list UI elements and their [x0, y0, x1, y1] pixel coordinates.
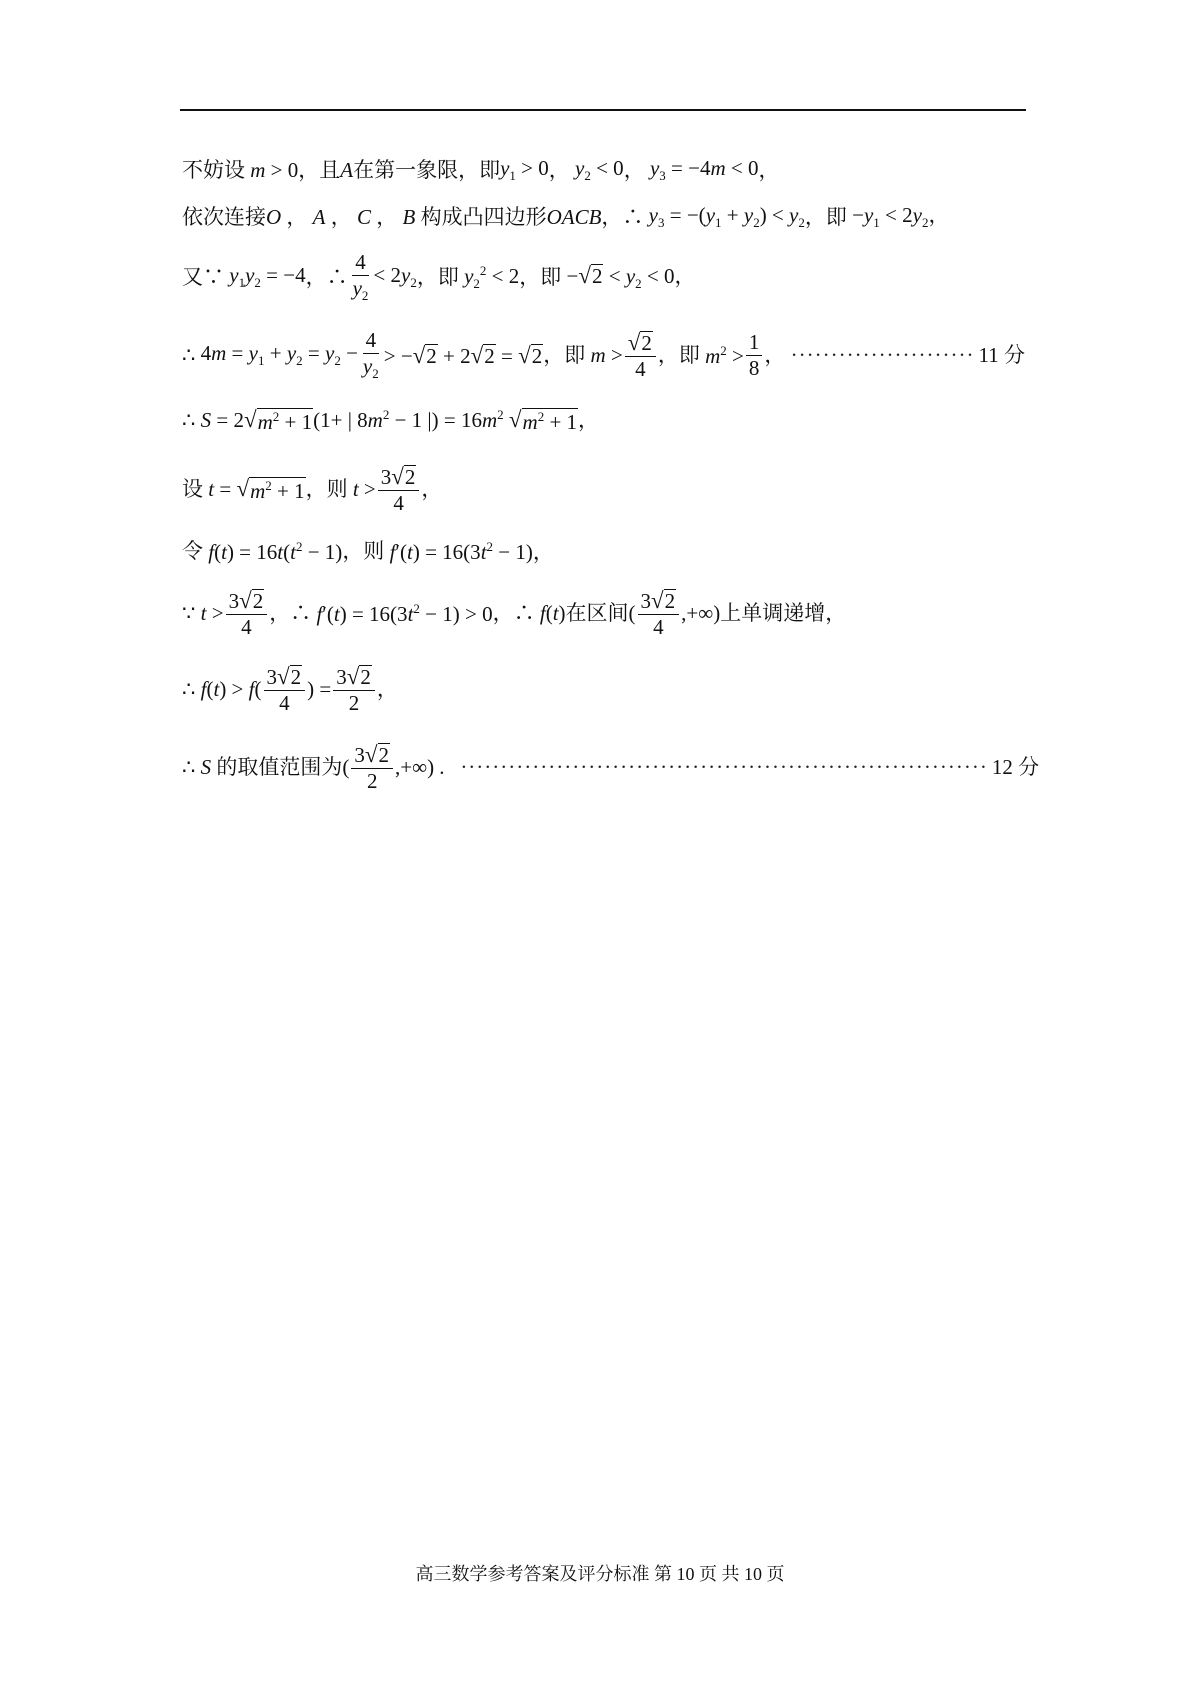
score-leader: ·································································· [460, 755, 988, 779]
math: ， [376, 677, 398, 701]
text: 上单调递增， [720, 601, 847, 625]
math: m > [590, 342, 623, 367]
math: ) = [307, 677, 332, 701]
text: ∵ [182, 601, 196, 625]
text: ，则 [305, 477, 348, 501]
text: ， [758, 157, 780, 182]
solution-line-6 [182, 465, 442, 514]
math: $y_3 = -(y_1 + y_2) < y_2$ [648, 203, 805, 231]
math: ,+∞) . [395, 755, 461, 779]
math: $f'(t) = 16(3t^2 - 1)$， [389, 539, 554, 564]
text: ，即 [657, 342, 700, 367]
text: ∴ [182, 342, 196, 367]
math: t > [352, 477, 376, 501]
text: 令 [182, 539, 203, 563]
text: 构成凸四边形 [420, 204, 547, 229]
math: f(t) [539, 601, 566, 625]
text: ， [623, 157, 645, 182]
solution-line-1 [182, 158, 779, 182]
math: $-y_1 < 2y_2$， [846, 203, 950, 231]
math: ( [342, 755, 350, 779]
math: A [340, 157, 354, 182]
text: 设 [182, 477, 203, 501]
fraction: 3 √ 2 4 [638, 589, 680, 638]
math: ,+∞) [681, 601, 721, 625]
text: ∴ [182, 677, 196, 701]
math: $4m = y_1 + y_2 = y_2$ − [195, 341, 358, 369]
math: $y_2^2 < 2$ [464, 263, 520, 292]
math: t > [200, 601, 224, 625]
math: S = 2 √ $m^2 + 1$ (1+ | $8m^2 - 1$ |) = $16m^2$ √ $m^2 + 1$ ， [200, 407, 600, 434]
math: t = √ $m^2 + 1$ [208, 476, 305, 503]
math: $y_1 > 0$ [500, 156, 549, 184]
text: ， [548, 157, 570, 182]
text: 又∵ [182, 264, 224, 289]
text: 依次连接 [182, 204, 266, 229]
fraction: 3 √ 2 4 [226, 589, 268, 638]
solution-line-9 [182, 665, 398, 714]
fraction: 3 √ 2 4 [264, 665, 306, 714]
solution-line-10 [182, 743, 1039, 792]
math: > − √ 2 + 2 √ 2 = √ 2 [383, 342, 543, 368]
math: O ， A ， C ， B [266, 204, 416, 229]
text: 不妨设 [182, 157, 245, 182]
math: $y_3 = -4m < 0$ [649, 156, 759, 184]
math: $m^2$ > [705, 342, 744, 368]
fraction: 3 √ 2 2 [351, 743, 393, 792]
fraction: $\frac{1}{8}$ [746, 332, 763, 379]
math: < $2y_2$ [373, 263, 417, 291]
solution-line-7 [182, 540, 554, 563]
math: − √ 2 < $y_2 < 0$， [561, 263, 696, 292]
solution-line-5 [182, 408, 599, 433]
fraction: 3 √ 2 4 [378, 465, 420, 514]
score-leader: ······················· [790, 342, 975, 367]
text: ∴ [182, 755, 196, 779]
text: ，即 [543, 342, 586, 367]
text: 在区间 [565, 601, 629, 625]
math: f(t) > f( [200, 677, 262, 701]
page-footer: 高三数学参考答案及评分标准 第 10 页 共 10 页 [415, 1564, 785, 1584]
math: ， [421, 477, 443, 501]
solution-line-2 [182, 205, 949, 229]
text: ，即 [416, 264, 459, 289]
math: ， [764, 342, 791, 367]
math: $f(t) = 16t(t^2 - 1)$ [208, 539, 343, 564]
text: ，即 [519, 264, 562, 289]
text: ，则 [342, 539, 385, 563]
math: S [200, 755, 212, 779]
header-rule [180, 109, 1026, 111]
math: m > 0 [250, 157, 299, 182]
text: ，∴ [305, 264, 348, 289]
text: ，即 [804, 204, 847, 229]
score-label: 11 分 [978, 342, 1025, 367]
math: $y_2 < 0$ [575, 156, 624, 184]
math: OACB [546, 204, 602, 229]
text: 的取值范围为 [216, 755, 343, 779]
fraction: $\frac{4}{y_2}$ [352, 250, 369, 304]
text: ，且 [298, 157, 341, 182]
text: ，∴ [601, 204, 644, 229]
fraction: √ 2 4 [625, 331, 656, 380]
text: ∴ [182, 408, 196, 432]
math: $y_1y_2 = -4$ [229, 263, 306, 291]
solution-line-8 [182, 589, 846, 638]
fraction: $\frac{4}{y_2}$ [362, 328, 379, 382]
math: ( [628, 601, 636, 625]
solution-line-3 [182, 252, 696, 302]
text: ，∴ [492, 601, 535, 625]
fraction: 3 √ 2 2 [333, 665, 375, 714]
solution-line-4 [182, 330, 1025, 380]
math: $f'(t) = 16(3t^2 - 1) > 0$ [316, 601, 493, 626]
text: ，∴ [269, 601, 312, 625]
score-label: 12 分 [991, 755, 1040, 779]
text: 在第一象限，即 [353, 157, 501, 182]
